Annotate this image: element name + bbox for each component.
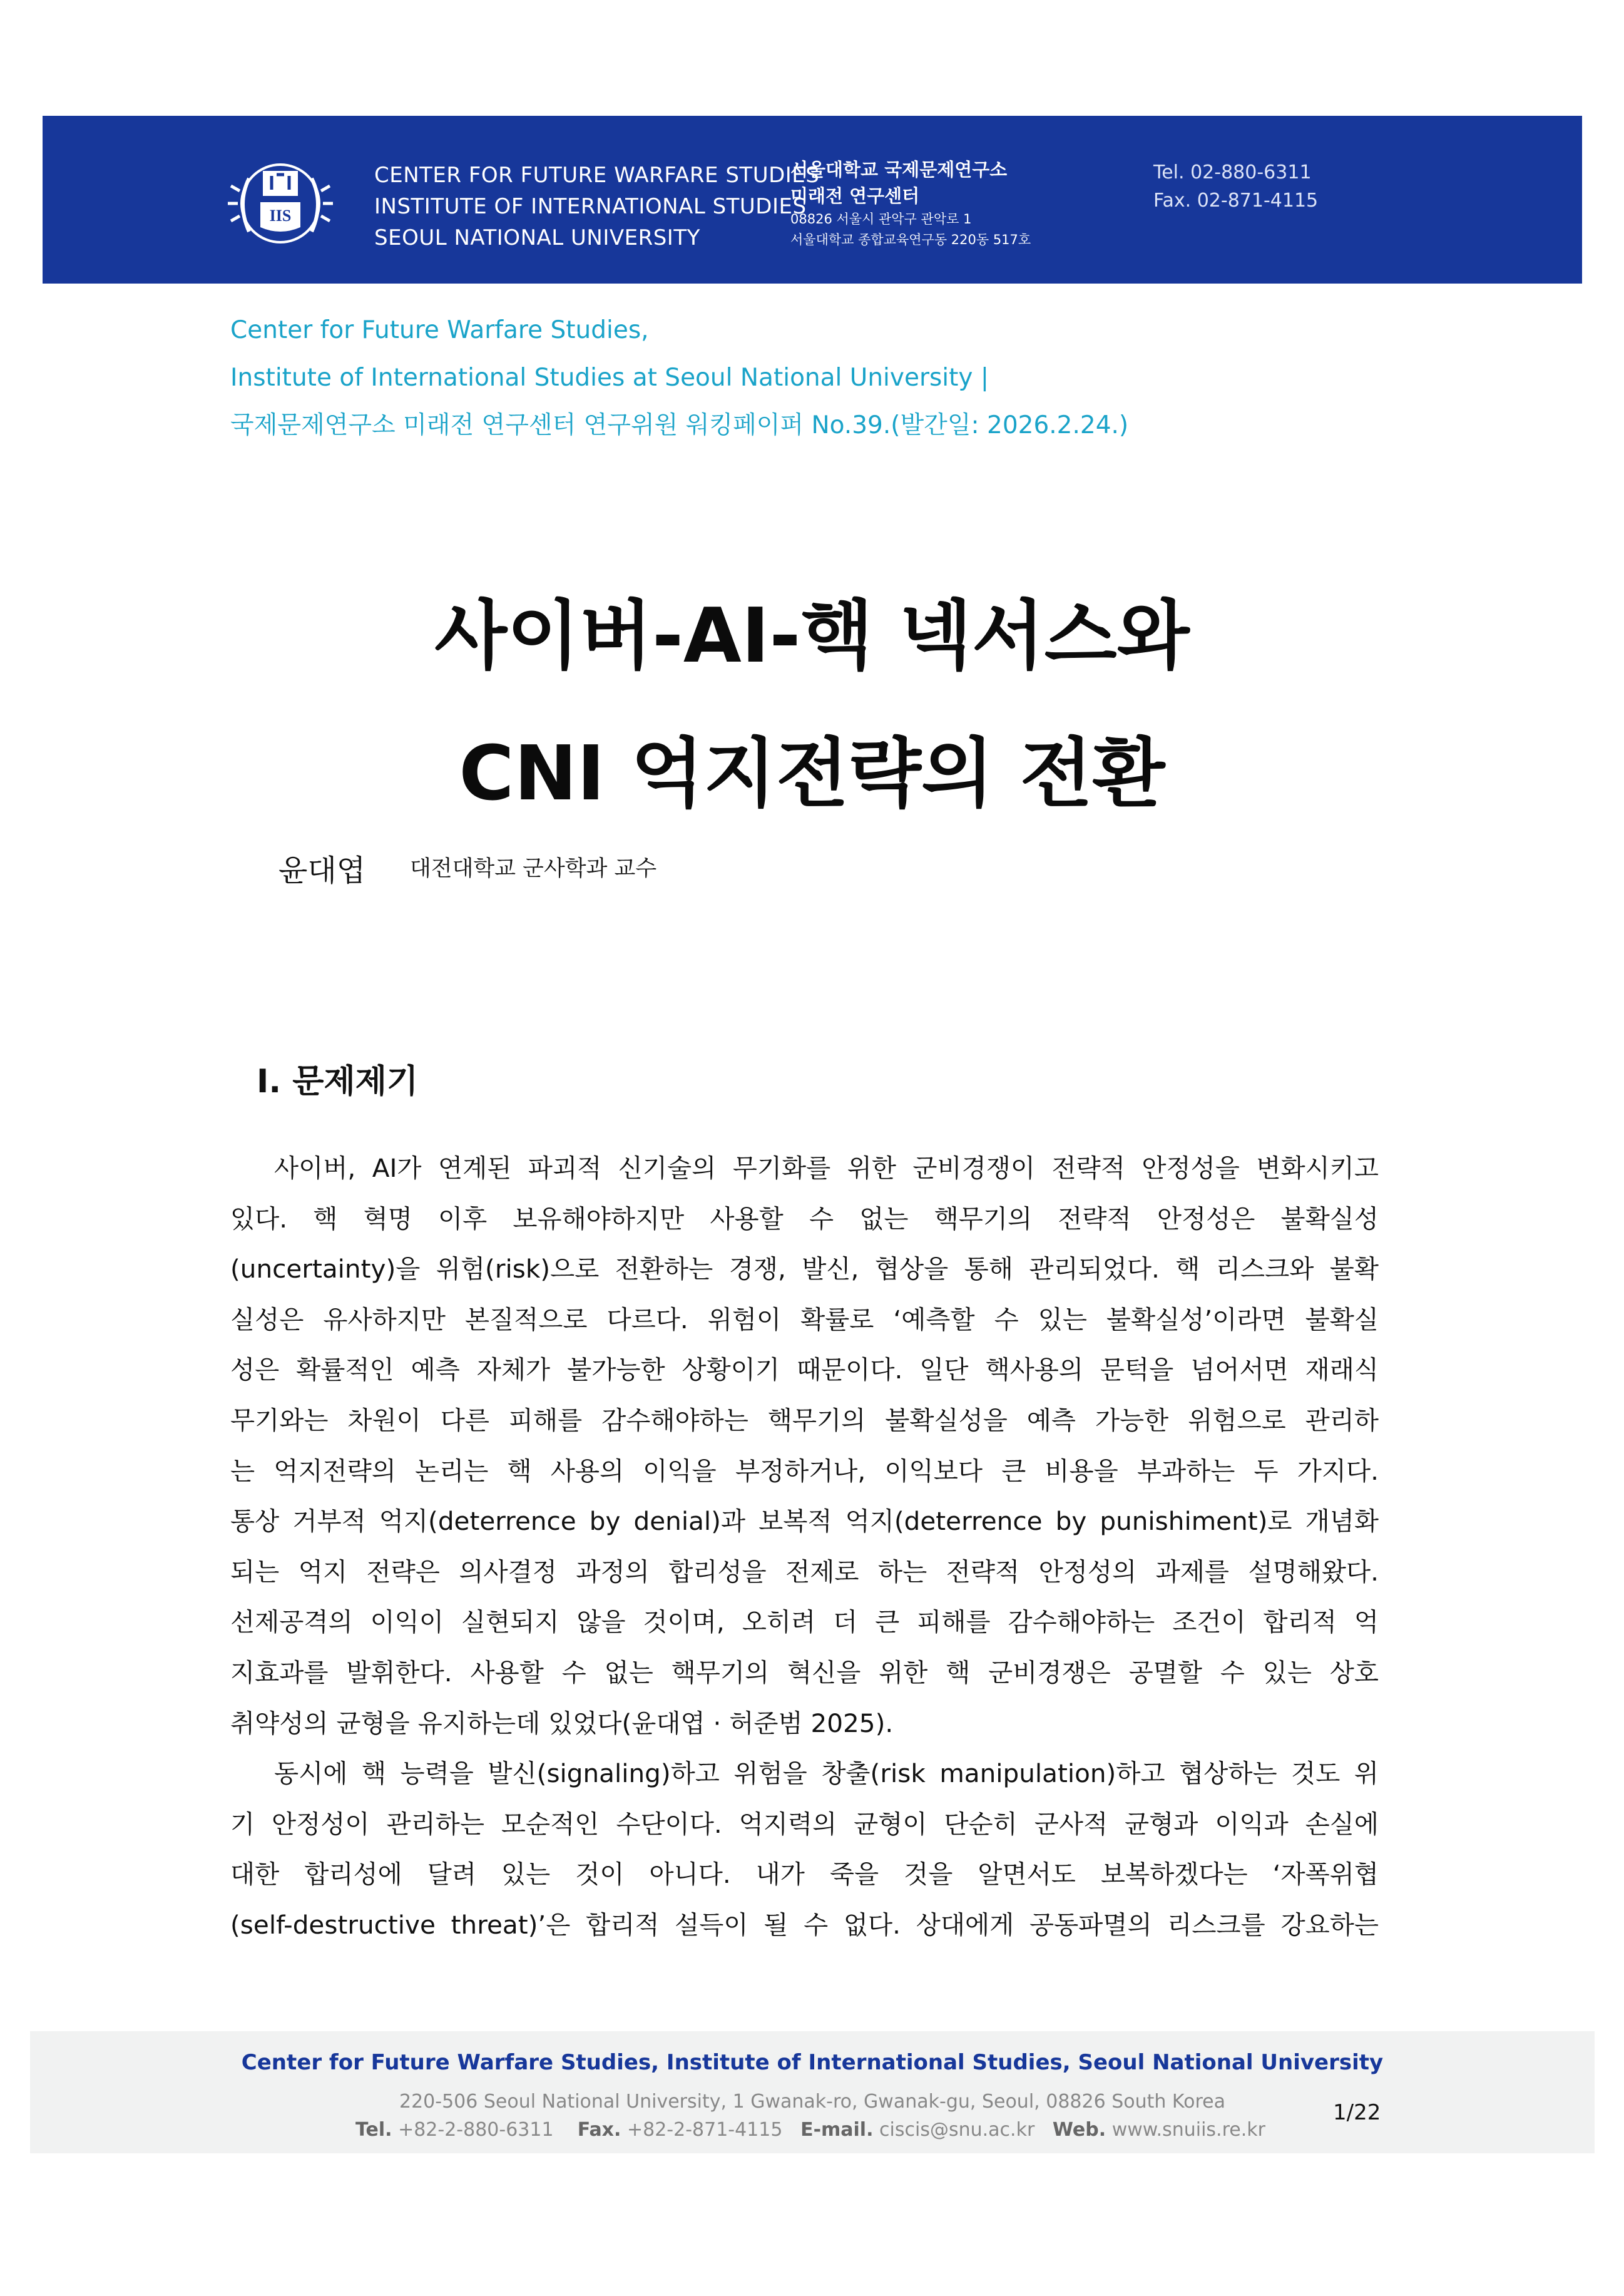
footer-email-link[interactable]: ciscis@snu.ac.kr <box>879 2119 1035 2141</box>
body-line: 되는 억지 전략은 의사결정 과정의 합리성을 전제로 하는 전략적 안정성의 과제를 설명해왔다. <box>230 1556 1379 1587</box>
page-footer <box>30 2031 1595 2153</box>
author-name: 윤대엽 <box>278 853 366 888</box>
body-line: 무기와는 차원이 다른 피해를 감수해야하는 핵무기의 불확실성을 예측 가능한 위험으로 관리하 <box>230 1405 1379 1435</box>
body-line: 통상 거부적 억지(deterrence by denial)과 보복적 억지(deterrence by punishiment)로 개념화 <box>230 1506 1379 1537</box>
body-line: 대한 합리성에 달려 있는 것이 아니다. 내가 죽을 것을 알면서도 보복하겠다는 ‘자폭위협 <box>230 1859 1379 1890</box>
banner-tel: Tel. 02-880-6311 <box>1153 161 1312 183</box>
paper-title-line-2: CNI 억지전략의 전환 <box>459 730 1165 817</box>
body-line: 취약성의 균형을 유지하는데 있었다(윤대엽 · 허준범 2025). <box>230 1708 894 1738</box>
body-line: 성은 확률적인 예측 자체가 불가능한 상황이기 때문이다. 일단 핵사용의 문턱을 넘어서면 재래식 <box>230 1355 1379 1385</box>
logo-text: IIS <box>269 207 292 225</box>
banner-contact <box>1153 158 1318 215</box>
section-heading: I. 문제제기 <box>257 1063 419 1100</box>
banner-english-name: CENTER FOR FUTURE WARFARE STUDIES INSTITUTE OF INTERNATIONAL STUDIES SEOUL NATIONAL UNIVERSITY <box>374 163 820 250</box>
body-line: 사이버, AI가 연계된 파괴적 신기술의 무기화를 위한 군비경쟁이 전략적 안정성을 변화시키고 <box>274 1153 1379 1183</box>
iis-seal-logo <box>212 153 349 254</box>
footer-web-link[interactable]: www.snuiis.re.kr <box>1111 2119 1265 2141</box>
header-banner <box>43 116 1582 284</box>
body-paragraphs <box>230 1143 1379 1950</box>
footer-fax: +82-2-871-4115 <box>626 2119 783 2141</box>
body-line: 있다. 핵 혁명 이후 보유해야하지만 사용할 수 없는 핵무기의 전략적 안정성은 불확실성 <box>230 1203 1379 1234</box>
body-line: 지효과를 발휘한다. 사용할 수 없는 핵무기의 혁신을 위한 핵 군비경쟁은 공멸할 수 있는 상호 <box>230 1657 1379 1688</box>
page-number: 1/22 <box>1333 2100 1381 2125</box>
body-line: (uncertainty)을 위험(risk)으로 전환하는 경쟁, 발신, 협상을 통해 관리되었다. 핵 리스크와 불확 <box>230 1254 1379 1284</box>
body-line: 실성은 유사하지만 본질적으로 다르다. 위험이 확률로 ‘예측할 수 있는 불확실성’이라면 불확실 <box>230 1304 1379 1335</box>
body-line: 기 안정성이 관리하는 모순적인 수단이다. 억지력의 균형이 단순히 군사적 균형과 이익과 손실에 <box>230 1808 1379 1839</box>
footer-tel: +82-2-880-6311 <box>398 2119 554 2141</box>
banner-fax: Fax. 02-871-4115 <box>1153 190 1319 212</box>
author-affiliation: 대전대학교 군사학과 교수 <box>410 856 657 881</box>
body-line: (self-destructive threat)’은 합리적 설득이 될 수 없다. 상대에게 공동파멸의 리스크를 강요하는 <box>230 1909 1379 1940</box>
banner-korean-name: 서울대학교 국제문제연구소 미래전 연구센터 08826 서울시 관악구 관악로 1 서울대학교 종합교육연구동 220동 517호 <box>790 159 1031 247</box>
body-line: 동시에 핵 능력을 발신(signaling)하고 위험을 창출(risk manipulation)하고 협상하는 것도 위 <box>274 1758 1379 1789</box>
footer-address: 220-506 Seoul National University, 1 Gwanak-ro, Gwanak-gu, Seoul, 08826 South Korea <box>399 2091 1225 2113</box>
body-line: 는 억지전략의 논리는 핵 사용의 이익을 부정하거나, 이익보다 큰 비용을 부과하는 두 가지다. <box>230 1455 1379 1486</box>
footer-contacts: Tel. +82-2-880-6311 Fax. +82-2-871-4115 E-mail. ciscis@snu.ac.kr Web. www.snuiis.re.kr <box>355 2119 1265 2141</box>
paper-meta: Center for Future Warfare Studies, Institute of International Studies at Seoul National University | 국제문제연구소 미래전 연구센터 연구위원 워킹페이퍼 No.39.(발간일: 2026.2.24.) <box>230 316 1129 439</box>
body-line: 선제공격의 이익이 실현되지 않을 것이며, 오히려 더 큰 피해를 감수해야하는 조건이 합리적 억 <box>230 1607 1379 1637</box>
paper-title-line-1: 사이버-AI-핵 넥서스와 <box>434 593 1190 680</box>
footer-org: Center for Future Warfare Studies, Institute of International Studies, Seoul National University <box>241 2050 1384 2075</box>
